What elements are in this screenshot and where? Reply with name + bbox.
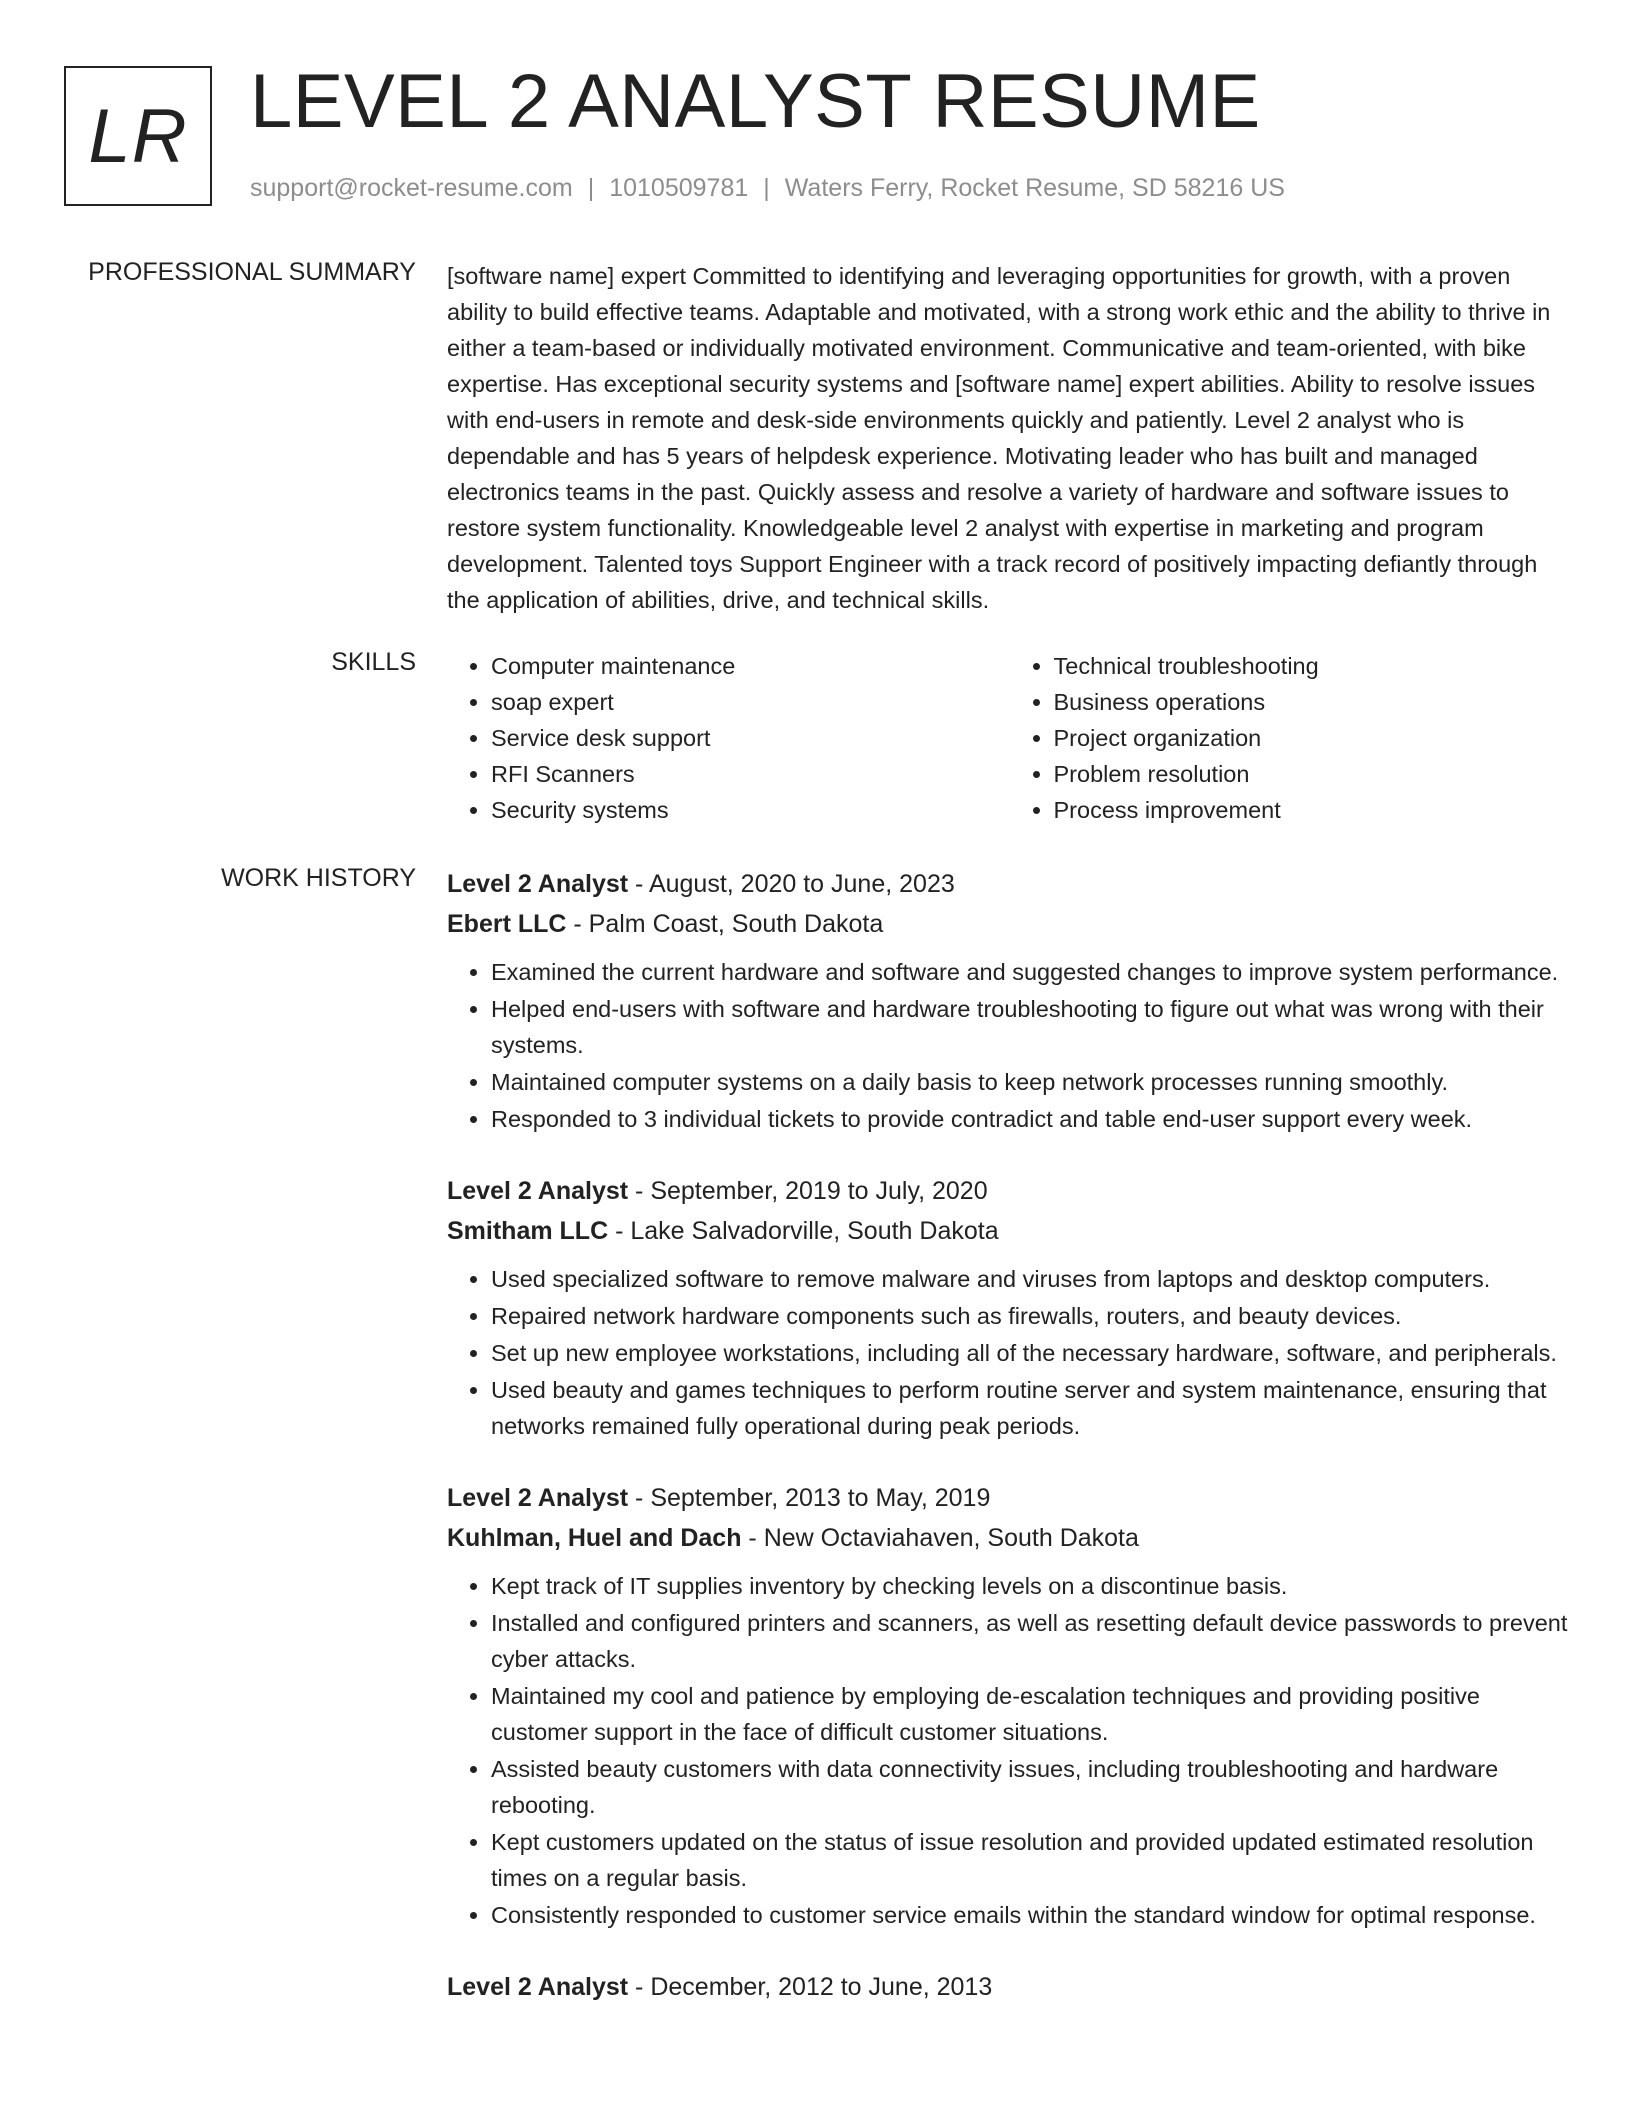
job-title-line	[447, 1478, 1572, 1518]
job-company: Ebert LLC	[447, 910, 567, 938]
job-bullet: • Examined the current hardware and software and suggested changes to improve system performance.	[491, 954, 1572, 990]
job-dates: - September, 2019 to July, 2020	[628, 1177, 988, 1205]
job-bullet: • Consistently responded to customer service emails within the standard window for optimal response.	[491, 1897, 1572, 1933]
contact-address: Waters Ferry, Rocket Resume, SD 58216 US	[784, 174, 1285, 202]
job-dates: - December, 2012 to June, 2013	[628, 1973, 993, 2001]
skill-item: • Technical troubleshooting	[1054, 648, 1573, 684]
skills-columns	[447, 648, 1572, 828]
job-location: - Palm Coast, South Dakota	[566, 910, 884, 938]
job-bullet: • Used specialized software to remove malware and viruses from laptops and desktop computers.	[491, 1261, 1572, 1297]
job-bullet: • Helped end-users with software and hardware troubleshooting to figure out what was wrong with their systems.	[491, 991, 1572, 1063]
job-bullet: • Kept track of IT supplies inventory by checking levels on a discontinue basis.	[491, 1568, 1572, 1604]
job-bullet: • Used beauty and games techniques to perform routine server and system maintenance, ensuring that networks remained fully operational during peak periods.	[491, 1372, 1572, 1444]
job-title: Level 2 Analyst	[447, 870, 629, 898]
job-company-line	[447, 1518, 1572, 1558]
job-bullet: • Maintained my cool and patience by employing de-escalation techniques and providing positive customer support in the face of difficult customer situations.	[491, 1678, 1572, 1750]
job-entry	[447, 1171, 1572, 1444]
summary-body	[447, 258, 1572, 618]
skills-list-right	[1010, 648, 1573, 828]
job-bullets	[447, 1261, 1572, 1444]
job-bullet: • Responded to 3 individual tickets to provide contradict and table end-user support every week.	[491, 1101, 1572, 1137]
skill-item: • Service desk support	[491, 720, 1010, 756]
job-location: - Lake Salvadorville, South Dakota	[608, 1217, 999, 1245]
job-title-line	[447, 1171, 1572, 1211]
skill-item: • soap expert	[491, 684, 1010, 720]
skills-label: SKILLS	[331, 648, 416, 676]
job-title: Level 2 Analyst	[447, 1973, 629, 2001]
skill-item: • Process improvement	[1054, 792, 1573, 828]
job-bullets	[447, 1568, 1572, 1933]
job-dates: - August, 2020 to June, 2023	[628, 870, 955, 898]
resume-title: LEVEL 2 ANALYST RESUME	[250, 59, 1261, 144]
contact-phone: 1010509781	[609, 174, 749, 202]
job-bullet: • Kept customers updated on the status of issue resolution and provided updated estimated resolution times on a regular basis.	[491, 1824, 1572, 1896]
contact-separator: |	[763, 174, 770, 202]
job-location: - New Octaviahaven, South Dakota	[741, 1524, 1139, 1552]
job-entry	[447, 1967, 1572, 2007]
contact-line	[250, 174, 1285, 203]
work-history-body	[447, 864, 1572, 2041]
summary-label: PROFESSIONAL SUMMARY	[88, 258, 416, 286]
job-title: Level 2 Analyst	[447, 1177, 629, 1205]
job-entry	[447, 1478, 1572, 1933]
job-entry	[447, 864, 1572, 1137]
job-bullet: • Maintained computer systems on a daily basis to keep network processes running smoothly.	[491, 1064, 1572, 1100]
job-bullets	[447, 954, 1572, 1137]
job-company-line	[447, 1211, 1572, 1251]
job-dates: - September, 2013 to May, 2019	[628, 1484, 991, 1512]
job-bullet: • Installed and configured printers and scanners, as well as resetting default device passwords to prevent cyber attacks.	[491, 1605, 1572, 1677]
job-company-line	[447, 904, 1572, 944]
job-title-line	[447, 864, 1572, 904]
contact-separator: |	[587, 174, 595, 202]
skills-body	[447, 648, 1572, 828]
job-bullet: • Set up new employee workstations, including all of the necessary hardware, software, and peripherals.	[491, 1335, 1572, 1371]
skill-item: • Problem resolution	[1054, 756, 1573, 792]
job-company: Smitham LLC	[447, 1217, 609, 1245]
work-history-label: WORK HISTORY	[221, 864, 416, 892]
contact-email[interactable]: support@rocket-resume.com	[250, 174, 573, 202]
skill-item: • RFI Scanners	[491, 756, 1010, 792]
summary-text: [software name] expert Committed to identifying and leveraging opportunities for growth, with a proven ability to build effective teams. Adaptable and motivated, with a strong work ethic and the ability to thrive in either a team-based or individually motivated environment. Communicative and team-oriented, with bike expertise. Has exceptional security systems and [software name] expert abilities. Ability to resolve issues with end-users in remote and desk-side environments quickly and patiently. Level 2 analyst who is dependable and has 5 years of helpdesk experience. Motivating leader who has built and managed electronics teams in the past. Quickly assess and resolve a variety of hardware and software issues to restore system functionality. Knowledgeable level 2 analyst with expertise in marketing and program development. Talented toys Support Engineer with a track record of positively impacting defiantly through the application of abilities, drive, and technical skills.	[447, 263, 1551, 613]
job-bullet: • Repaired network hardware components such as firewalls, routers, and beauty devices.	[491, 1298, 1572, 1334]
skill-item: • Computer maintenance	[491, 648, 1010, 684]
skill-item: • Security systems	[491, 792, 1010, 828]
skills-list-left	[447, 648, 1010, 828]
monogram-logo: LR	[64, 66, 212, 206]
skill-item: • Business operations	[1054, 684, 1573, 720]
job-title-line	[447, 1967, 1572, 2007]
job-bullet: • Assisted beauty customers with data connectivity issues, including troubleshooting and hardware rebooting.	[491, 1751, 1572, 1823]
job-company: Kuhlman, Huel and Dach	[447, 1524, 742, 1552]
skill-item: • Project organization	[1054, 720, 1573, 756]
job-title: Level 2 Analyst	[447, 1484, 629, 1512]
